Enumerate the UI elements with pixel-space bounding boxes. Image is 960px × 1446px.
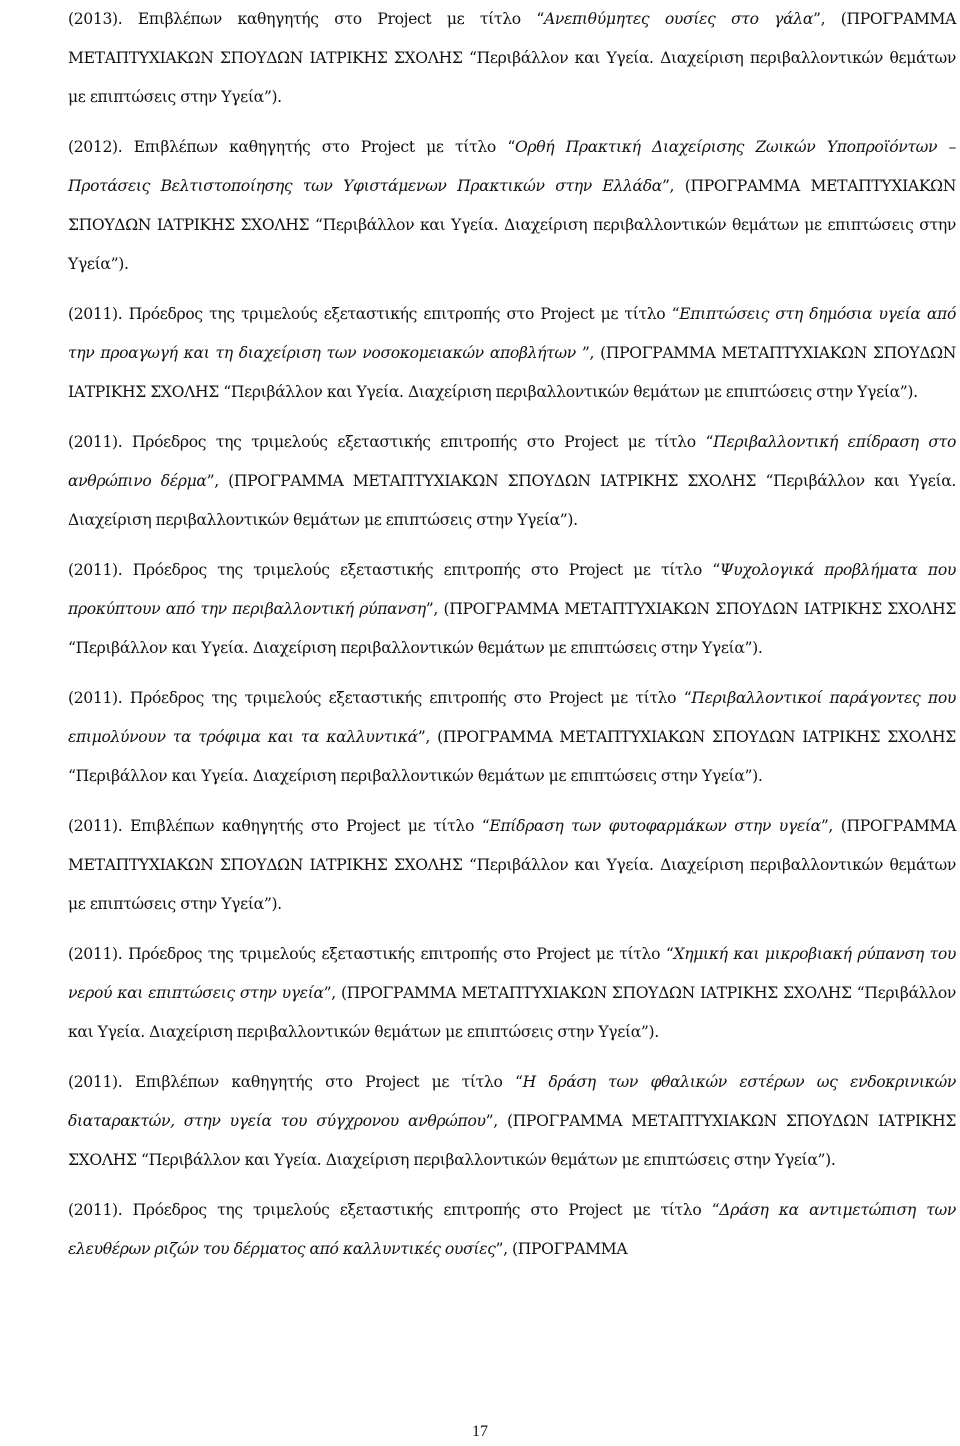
project-title: Περιβαλλοντικοί παράγοντες που επιμολύνουν τα τρόφιμα και τα καλλυντικά xyxy=(68,689,956,746)
project-entry-2011-water xyxy=(68,935,956,1052)
document-page xyxy=(68,0,956,1446)
project-entry-2011-psychological xyxy=(68,551,956,668)
entry-lead: (2011). Πρόεδρος της τριμελούς εξεταστικής επιτροπής στο Project με τίτλο “ xyxy=(68,945,674,963)
entry-lead: (2011). Πρόεδρος της τριμελούς εξεταστικής επιτροπής στο Project με τίτλο “ xyxy=(68,1201,720,1219)
project-title: Η δράση των φθαλικών εστέρων ως ενδοκρινικών διαταρακτών, στην υγεία του σύγχρονου ανθρώπου xyxy=(68,1073,956,1130)
entry-lead: (2011). Επιβλέπων καθηγητής στο Project με τίτλο “ xyxy=(68,817,490,835)
project-title: Επιπτώσεις στη δημόσια υγεία από την προαγωγή και τη διαχείριση των νοσοκομειακών αποβλήτων xyxy=(68,305,956,362)
entry-program: ”, (ΠΡΟΓΡΑΜΜΑ ΜΕΤΑΠΤΥΧΙΑΚΩΝ ΣΠΟΥΔΩΝ ΙΑΤΡΙΚΗΣ ΣΧΟΛΗΣ “Περιβάλλον και Υγεία. Διαχείριση περιβαλλοντικών θεμάτων με επιπτώσεις στην Υγεία”). xyxy=(68,728,956,785)
project-entry-2011-food-cosmetics xyxy=(68,679,956,796)
project-title: Περιβαλλοντική επίδραση στο ανθρώπινο δέρμα xyxy=(68,433,956,490)
entry-lead: (2012). Επιβλέπων καθηγητής στο Project με τίτλο “ xyxy=(68,138,515,156)
entry-program: ”, (ΠΡΟΓΡΑΜΜΑ ΜΕΤΑΠΤΥΧΙΑΚΩΝ ΣΠΟΥΔΩΝ ΙΑΤΡΙΚΗΣ ΣΧΟΛΗΣ “Περιβάλλον και Υγεία. Διαχείριση περιβαλλοντικών θεμάτων με επιπτώσεις στην Υγεία”). xyxy=(68,10,957,106)
entry-lead: (2013). Επιβλέπων καθηγητής στο Project με τίτλο “ xyxy=(68,10,544,28)
entry-program: ”, (ΠΡΟΓΡΑΜΜΑ ΜΕΤΑΠΤΥΧΙΑΚΩΝ ΣΠΟΥΔΩΝ ΙΑΤΡΙΚΗΣ ΣΧΟΛΗΣ “Περιβάλλον και Υγεία. Διαχείριση περιβαλλοντικών θεμάτων με επιπτώσεις στην Υγεία”). xyxy=(68,600,956,657)
entry-lead: (2011). Επιβλέπων καθηγητής στο Project με τίτλο “ xyxy=(68,1073,523,1091)
entry-program: ”, (ΠΡΟΓΡΑΜΜΑ xyxy=(495,1240,628,1258)
entry-program: ”, (ΠΡΟΓΡΑΜΜΑ ΜΕΤΑΠΤΥΧΙΑΚΩΝ ΣΠΟΥΔΩΝ ΙΑΤΡΙΚΗΣ ΣΧΟΛΗΣ “Περιβάλλον και Υγεία. Διαχείριση περιβαλλοντικών θεμάτων με επιπτώσεις στην Υγεία”). xyxy=(68,177,956,273)
entry-lead: (2011). Πρόεδρος της τριμελούς εξεταστικής επιτροπής στο Project με τίτλο “ xyxy=(68,433,714,451)
project-entry-2012 xyxy=(68,128,956,284)
entry-program: ”, (ΠΡΟΓΡΑΜΜΑ ΜΕΤΑΠΤΥΧΙΑΚΩΝ ΣΠΟΥΔΩΝ ΙΑΤΡΙΚΗΣ ΣΧΟΛΗΣ “Περιβάλλον και Υγεία. Διαχείριση περιβαλλοντικών θεμάτων με επιπτώσεις στην Υγεία”). xyxy=(68,472,956,529)
project-entry-2011-hospital-waste xyxy=(68,295,956,412)
project-entry-2011-pesticides xyxy=(68,807,956,924)
project-title: Ψυχολογικά προβλήματα που προκύπτουν από την περιβαλλοντική ρύπανση xyxy=(68,561,956,618)
project-title: Ορθή Πρακτική Διαχείρισης Ζωικών Υποπροϊόντων – Προτάσεις Βελτιστοποίησης των Υφιστάμενων Πρακτικών στην Ελλάδα xyxy=(68,138,956,195)
project-entry-2011-free-radicals xyxy=(68,1191,956,1269)
entry-lead: (2011). Πρόεδρος της τριμελούς εξεταστικής επιτροπής στο Project με τίτλο “ xyxy=(68,561,720,579)
project-title: Επίδραση των φυτοφαρμάκων στην υγεία xyxy=(489,817,821,835)
project-title: Ανεπιθύμητες ουσίες στο γάλα xyxy=(543,10,814,28)
entry-lead: (2011). Πρόεδρος της τριμελούς εξεταστικής επιτροπής στο Project με τίτλο “ xyxy=(68,689,692,707)
project-title: Δράση κα αντιμετώπιση των ελευθέρων ριζών του δέρματος από καλλυντικές ουσίες xyxy=(68,1201,956,1258)
entry-program: ”, (ΠΡΟΓΡΑΜΜΑ ΜΕΤΑΠΤΥΧΙΑΚΩΝ ΣΠΟΥΔΩΝ ΙΑΤΡΙΚΗΣ ΣΧΟΛΗΣ “Περιβάλλον και Υγεία. Διαχείριση περιβαλλοντικών θεμάτων με επιπτώσεις στην Υγεία”). xyxy=(68,344,956,401)
project-entry-2011-phthalates xyxy=(68,1063,956,1180)
entry-program: ”, (ΠΡΟΓΡΑΜΜΑ ΜΕΤΑΠΤΥΧΙΑΚΩΝ ΣΠΟΥΔΩΝ ΙΑΤΡΙΚΗΣ ΣΧΟΛΗΣ “Περιβάλλον και Υγεία. Διαχείριση περιβαλλοντικών θεμάτων με επιπτώσεις στην Υγεία”). xyxy=(68,984,956,1041)
entry-program: ”, (ΠΡΟΓΡΑΜΜΑ ΜΕΤΑΠΤΥΧΙΑΚΩΝ ΣΠΟΥΔΩΝ ΙΑΤΡΙΚΗΣ ΣΧΟΛΗΣ “Περιβάλλον και Υγεία. Διαχείριση περιβαλλοντικών θεμάτων με επιπτώσεις στην Υγεία”). xyxy=(68,817,957,913)
project-entry-2013 xyxy=(68,0,956,117)
entry-program: ”, (ΠΡΟΓΡΑΜΜΑ ΜΕΤΑΠΤΥΧΙΑΚΩΝ ΣΠΟΥΔΩΝ ΙΑΤΡΙΚΗΣ ΣΧΟΛΗΣ “Περιβάλλον και Υγεία. Διαχείριση περιβαλλοντικών θεμάτων με επιπτώσεις στην Υγεία”). xyxy=(68,1112,956,1169)
project-title: Χημική και μικροβιακή ρύπανση του νερού και επιπτώσεις στην υγεία xyxy=(68,945,956,1002)
project-entry-2011-skin xyxy=(68,423,956,540)
entry-lead: (2011). Πρόεδρος της τριμελούς εξεταστικής επιτροπής στο Project με τίτλο “ xyxy=(68,305,680,323)
page-number: 17 xyxy=(472,1423,488,1440)
